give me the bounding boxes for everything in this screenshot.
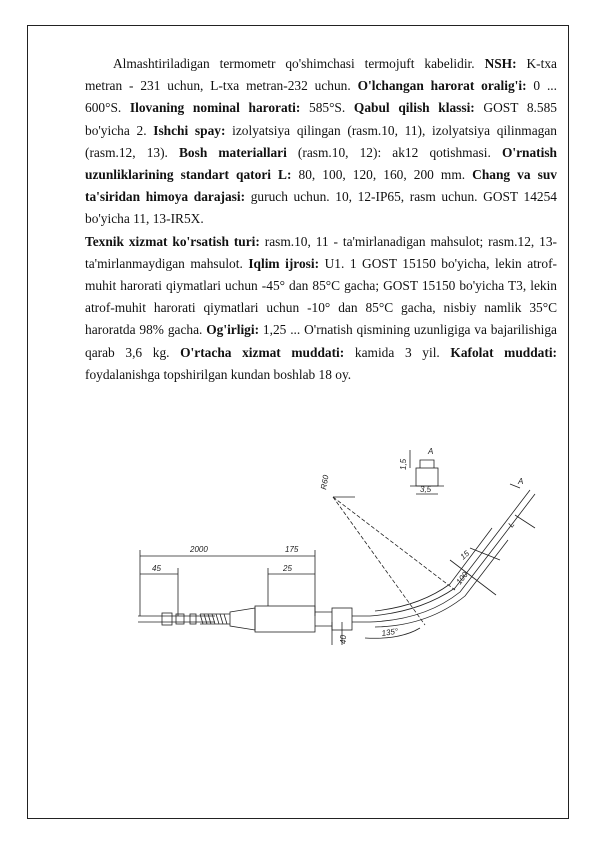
- warranty-value: foydalanishga topshirilgan kundan boshlab 18 oy.: [85, 366, 352, 382]
- warranty-label: Kafolat muddati:: [450, 344, 558, 360]
- material-value: (rasm.10, 12): ak12 qotishmasi.: [286, 144, 502, 160]
- life-label: O'rtacha xizmat muddati:: [180, 344, 345, 360]
- nominal-label: Ilovaning nominal harorati:: [129, 100, 301, 116]
- range-value: 0 ... 600°S.: [85, 78, 557, 116]
- dim-25: 25: [283, 564, 292, 573]
- service-label: Texnik xizmat ko'rsatish turi:: [85, 233, 260, 249]
- document-body: [85, 53, 557, 386]
- length-label: O'rnatish uzunliklarining standart qatori L:: [85, 144, 557, 183]
- material-label: Bosh materiallari: [179, 144, 287, 160]
- dim-45: 45: [152, 564, 161, 573]
- nsh-value: K-txa metran - 231 uchun, L-txa metran-232 uchun.: [85, 56, 557, 94]
- dim-40: 40: [339, 635, 348, 644]
- dim-15: 15: [458, 548, 472, 562]
- junction-label: Ishchi spay:: [153, 122, 226, 138]
- range-label: O'lchangan harorat oralig'i:: [357, 78, 527, 94]
- section-label-a: A: [428, 447, 434, 456]
- weight-value: 1,25 ... O'rnatish qismining uzunligiga va bajarilishiga qarab 3,6 kg.: [85, 322, 557, 360]
- intro-text: Almashtiriladigan termometr qo'shimchasi termojuft kabelidir.: [113, 56, 485, 71]
- paragraph-service: [85, 231, 557, 386]
- dim-2000: 2000: [190, 545, 208, 554]
- acceptance-value: GOST 8.585 bo'yicha 2.: [85, 100, 557, 138]
- length-value: 80, 100, 120, 160, 200 mm.: [291, 167, 473, 183]
- nsh-label: NSH:: [484, 56, 517, 71]
- junction-value: izolyatsiya qilingan (rasm.10, 11), izolyatsiya qilinmagan (rasm.12, 13).: [85, 122, 557, 160]
- climate-label: Iqlim ijrosi:: [248, 255, 320, 271]
- section-label-a-arrow: A: [518, 477, 524, 486]
- dim-100: 100: [454, 570, 470, 587]
- paragraph-specs: [85, 53, 557, 231]
- service-value: rasm.10, 11 - ta'mirlanadigan mahsulot; rasm.12, 13-ta'mirlanmaydigan mahsulot.: [85, 233, 557, 271]
- climate-value: U1. 1 GOST 15150 bo'yicha, lekin atrof-muhit harorati qiymatlari uchun -45° dan 85°C gacha; GOST 15150 bo'yicha T3, lekin atrof-muhit harorati qiymatlari uchun -10° dan 85°C gacha, nisbiy namlik 35°C haroratda 98% gacha.: [85, 255, 557, 338]
- nominal-value: 585°S.: [300, 100, 354, 116]
- acceptance-label: Qabul qilish klassi:: [353, 100, 475, 116]
- dim-l: L: [506, 520, 517, 530]
- thermocouple-drawing: [120, 440, 540, 655]
- dim-3-5: 3,5: [420, 485, 432, 494]
- dim-1-5: 1,5: [399, 458, 408, 470]
- protection-label: Chang va suv ta'siridan himoya darajasi:: [85, 167, 557, 205]
- weight-label: Og'irligi:: [206, 322, 260, 338]
- dim-135: 135°: [381, 626, 399, 638]
- dim-175: 175: [285, 545, 299, 554]
- life-value: kamida 3 yil.: [344, 344, 451, 360]
- protection-value: guruch uchun. 10, 12-IP65, rasm uchun. GOST 14254 bo'yicha 11, 13-IR5X.: [85, 189, 557, 227]
- dim-r60: R60: [319, 474, 331, 491]
